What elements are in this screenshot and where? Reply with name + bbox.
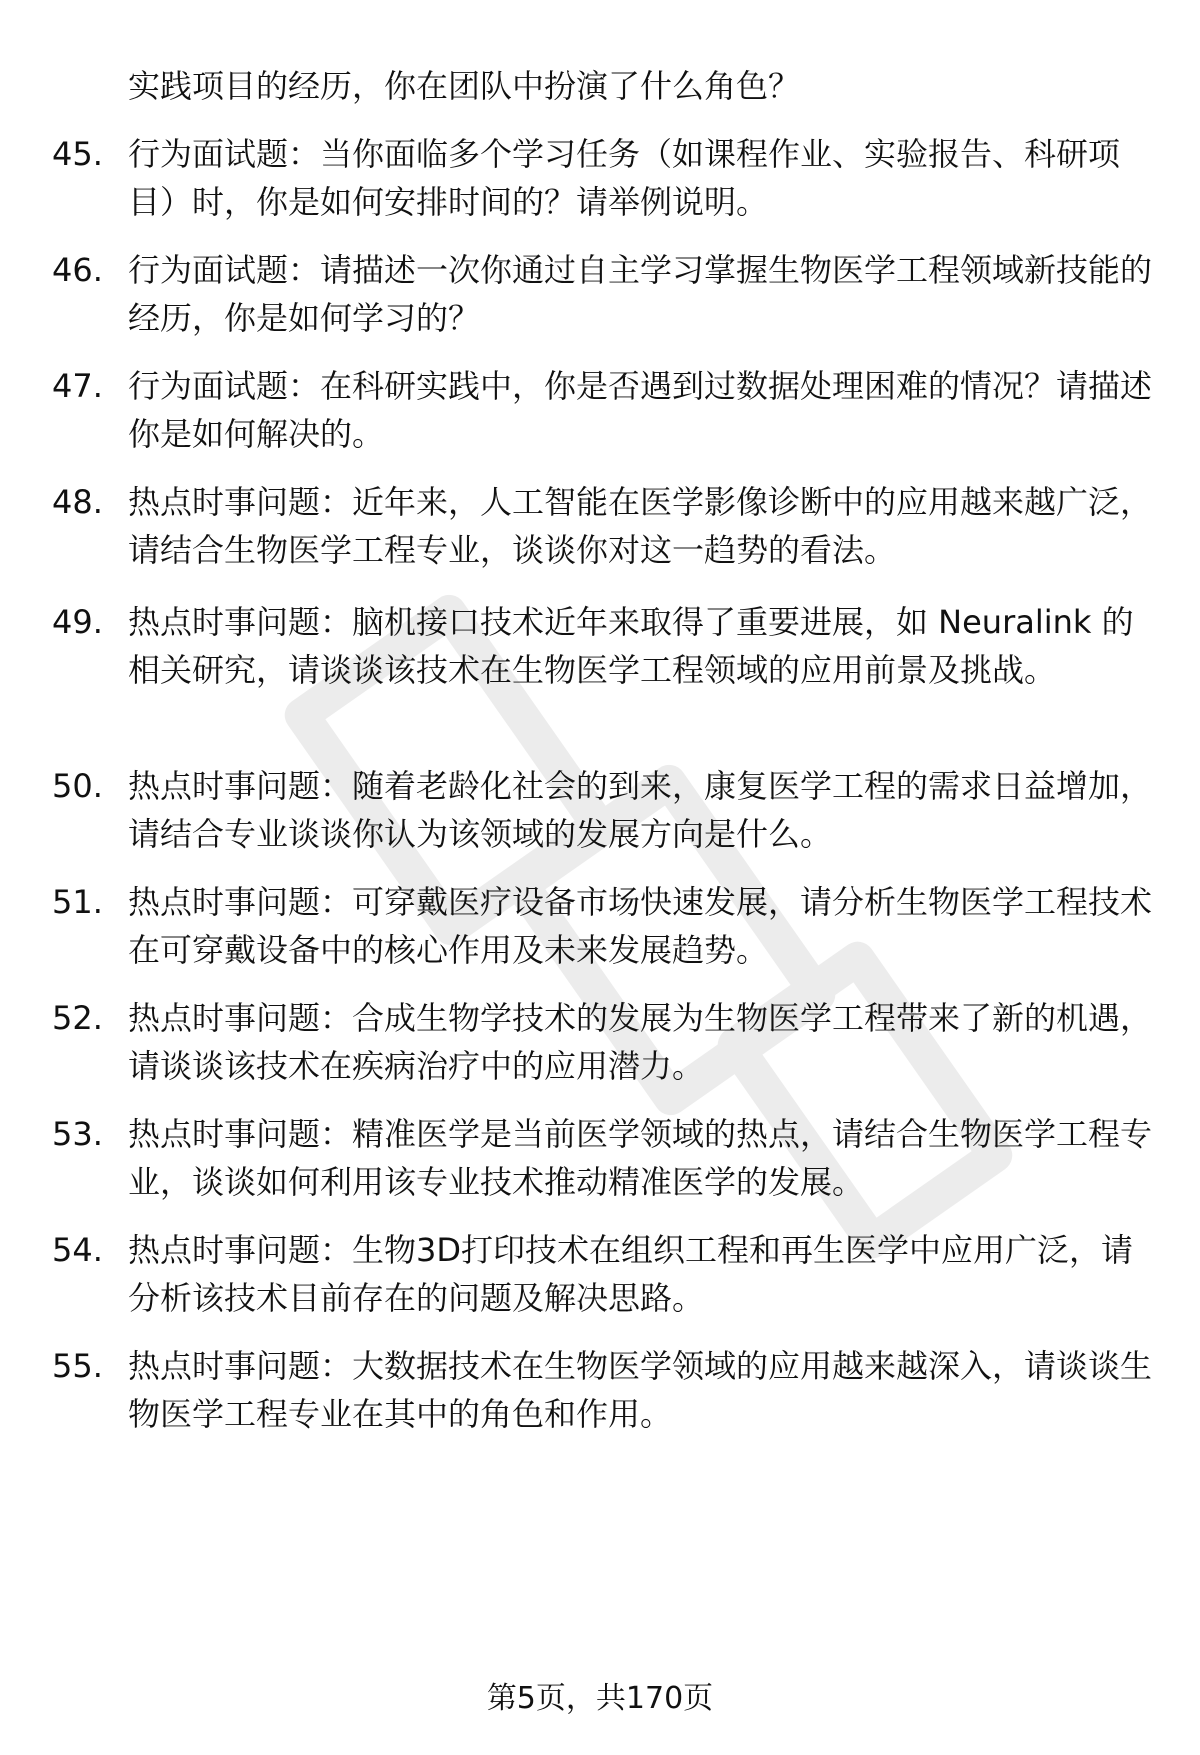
question-text: 行为面试题：请描述一次你通过自主学习掌握生物医学工程领域新技能的经历，你是如何学习的？ — [128, 251, 1153, 337]
question-text: 热点时事问题：脑机接口技术近年来取得了重要进展，如 Neuralink 的相关研究，请谈谈该技术在生物医学工程领域的应用前景及挑战。 — [128, 603, 1134, 689]
question-number: 48. — [52, 483, 103, 521]
continued-question-text: 实践项目的经历，你在团队中扮演了什么角色？ — [128, 67, 801, 105]
page-footer: 第5页，共170页 — [486, 1681, 714, 1716]
question-number: 55. — [52, 1347, 103, 1385]
question-number: 49. — [52, 603, 103, 641]
question-text: 热点时事问题：生物3D打印技术在组织工程和再生医学中应用广泛，请分析该技术目前存在的问题及解决思路。 — [128, 1231, 1134, 1317]
question-number: 50. — [52, 767, 103, 805]
question-number: 47. — [52, 367, 103, 405]
question-number: 46. — [52, 251, 103, 289]
question-text: 热点时事问题：大数据技术在生物医学领域的应用越来越深入，请谈谈生物医学工程专业在其中的角色和作用。 — [128, 1347, 1153, 1433]
question-text: 热点时事问题：精准医学是当前医学领域的热点，请结合生物医学工程专业，谈谈如何利用该专业技术推动精准医学的发展。 — [128, 1115, 1153, 1201]
question-text: 行为面试题：当你面临多个学习任务（如课程作业、实验报告、科研项目）时，你是如何安排时间的？请举例说明。 — [128, 135, 1121, 221]
question-text: 热点时事问题：合成生物学技术的发展为生物医学工程带来了新的机遇，请谈谈该技术在疾病治疗中的应用潜力。 — [128, 999, 1153, 1085]
question-number: 52. — [52, 999, 103, 1037]
question-number: 51. — [52, 883, 103, 921]
question-text: 行为面试题：在科研实践中，你是否遇到过数据处理困难的情况？请描述你是如何解决的。 — [128, 367, 1153, 453]
question-text: 热点时事问题：随着老龄化社会的到来，康复医学工程的需求日益增加，请结合专业谈谈你认为该领域的发展方向是什么。 — [128, 767, 1153, 853]
question-text: 热点时事问题：可穿戴医疗设备市场快速发展，请分析生物医学工程技术在可穿戴设备中的核心作用及未来发展趋势。 — [128, 883, 1153, 969]
question-number: 45. — [52, 135, 103, 173]
question-text: 热点时事问题：近年来，人工智能在医学影像诊断中的应用越来越广泛，请结合生物医学工程专业，谈谈你对这一趋势的看法。 — [128, 483, 1153, 569]
question-number: 54. — [52, 1231, 103, 1269]
question-number: 53. — [52, 1115, 103, 1153]
